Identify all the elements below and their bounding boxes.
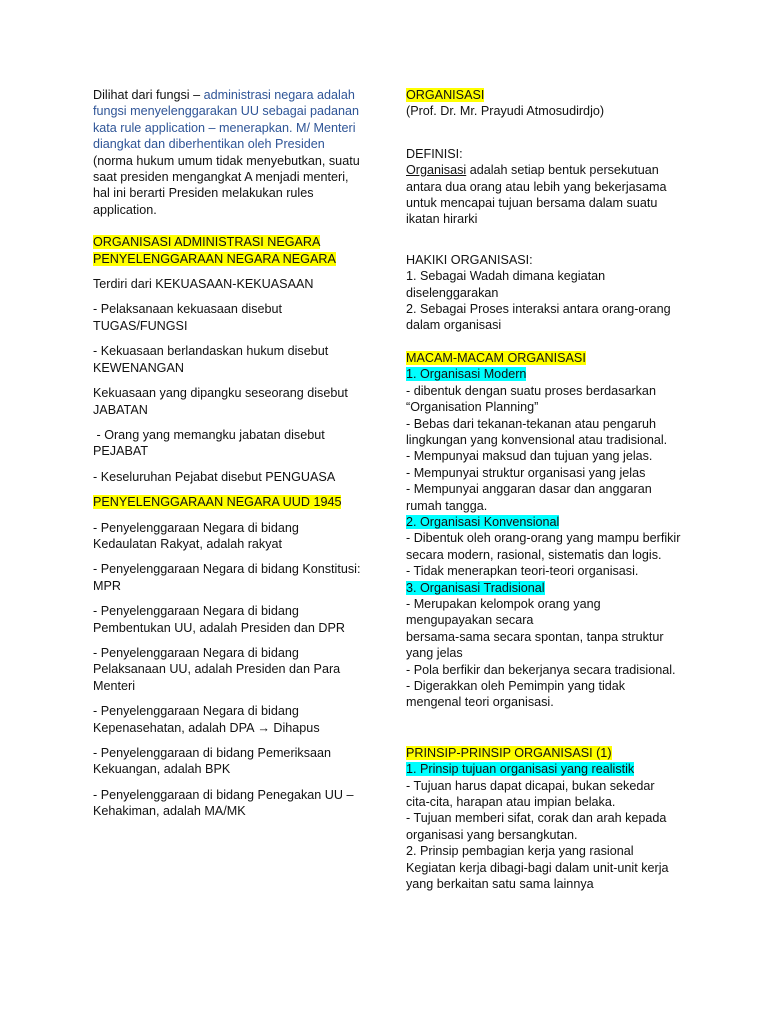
subheading-tradisional (406, 580, 681, 596)
subheading-modern (406, 366, 681, 382)
left-paragraph: - Orang yang memangku jabatan disebut PEJABAT (93, 427, 329, 459)
left-paragraph: - Kekuasaan berlandaskan hukum disebut KEWENANGAN (93, 344, 329, 375)
list-item: - Pola berfikir dan bekerjanya secara tradisional. (406, 662, 676, 677)
definisi-label: DEFINISI: (406, 146, 463, 161)
hakiki-item: 1. Sebagai Wadah dimana kegiatan diselenggarakan (406, 269, 606, 300)
list-item: - Digerakkan oleh Pemimpin yang tidak mengenal teori organisasi. (406, 679, 626, 710)
heading-text: PENYELENGGARAAN NEGARA UUD 1945 (93, 495, 342, 510)
list-item: - Tujuan memberi sifat, corak dan arah kepada organisasi yang bersangkutan. (406, 811, 667, 842)
definisi-body: adalah setiap bentuk persekutuan antara dua orang atau lebih yang bekerjasama untuk mencapai tujuan bersama dalam suatu ikatan hirarki (406, 163, 667, 227)
definisi-text (406, 162, 681, 228)
subheading-konvensional (406, 514, 681, 530)
heading-line-2: PENYELENGGARAAN NEGARA NEGARA (93, 251, 336, 266)
intro-lead: Dilihat dari fungsi – (93, 88, 201, 102)
left-paragraph: - Penyelenggaraan Negara di bidang Kepenasehatan, adalah DPA → Dihapus (93, 704, 320, 735)
heading-organisasi-administrasi (93, 234, 365, 267)
left-paragraph: - Keseluruhan Pejabat disebut PENGUASA (93, 469, 336, 484)
left-paragraph: - Penyelenggaraan Negara di bidang Kedaulatan Rakyat, adalah rakyat (93, 520, 299, 551)
list-item: - Dibentuk oleh orang-orang yang mampu berfikir secara modern, rasional, sistematis dan logis. (406, 531, 681, 562)
subheading-text: 2. Organisasi Konvensional (406, 514, 560, 529)
list-item: bersama-sama secara spontan, tanpa struktur yang jelas (406, 629, 664, 661)
author-line: (Prof. Dr. Mr. Prayudi Atmosudirdjo) (406, 104, 605, 119)
heading-text: PRINSIP-PRINSIP ORGANISASI (1) (406, 745, 612, 760)
intro-paragraph (93, 87, 365, 218)
heading-macam-organisasi (406, 350, 681, 366)
left-paragraph: - Penyelenggaraan Negara di bidang Pelaksanaan UU, adalah Presiden dan Para Menteri (93, 645, 341, 693)
list-item: - Bebas dari tekanan-tekanan atau pengaruh lingkungan yang konvensional atau tradisional. (406, 416, 668, 447)
hakiki-label: HAKIKI ORGANISASI: (406, 252, 533, 267)
heading-text: ORGANISASI (406, 88, 485, 102)
left-paragraph: - Penyelenggaraan Negara di bidang Konstitusi: MPR (93, 562, 361, 593)
definisi-term: Organisasi (406, 163, 467, 178)
heading-penyelenggaraan-negara (93, 494, 365, 510)
list-item: 2. Prinsip pembagian kerja yang rasional (406, 844, 634, 859)
list-item: - Mempunyai struktur organisasi yang jelas (406, 465, 646, 480)
list-item: - Tidak menerapkan teori-teori organisasi. (406, 564, 639, 579)
hakiki-item: 2. Sebagai Proses interaksi antara orang-orang dalam organisasi (406, 302, 671, 333)
list-item: - Mempunyai anggaran dasar dan anggaran rumah tangga. (406, 482, 652, 513)
left-paragraph: - Penyelenggaraan Negara di bidang Pembentukan UU, adalah Presiden dan DPR (93, 604, 346, 635)
subheading-text: 1. Organisasi Modern (406, 367, 527, 382)
subheading-text: 3. Organisasi Tradisional (406, 580, 545, 595)
list-item: Kegiatan kerja dibagi-bagi dalam unit-unit kerja yang berkaitan satu sama lainnya (406, 860, 669, 892)
intro-rest: (norma hukum umum tidak menyebutkan, suatu saat presiden mengangkat A menjadi menteri, hal ini berarti Presiden melakukan rules application. (93, 153, 360, 217)
left-paragraph: Kekuasaan yang dipangku seseorang disebut JABATAN (93, 386, 348, 417)
intro-blue-text: administrasi negara adalah fungsi menyelenggarakan UU sebagai padanan kata rule application – menerapkan. M/ Menteri diangkat dan diberhentikan oleh Presiden (93, 88, 360, 152)
heading-prinsip-organisasi (406, 745, 681, 761)
subheading-prinsip-1 (406, 761, 681, 777)
heading-text: MACAM-MACAM ORGANISASI (406, 350, 586, 365)
left-column (93, 87, 365, 820)
subheading-text: 1. Prinsip tujuan organisasi yang realistik (406, 762, 635, 777)
heading-organisasi (406, 87, 681, 103)
list-item: - Tujuan harus dapat dicapai, bukan sekedar cita-cita, harapan atau impian belaka. (406, 778, 655, 810)
list-item: - Merupakan kelompok orang yang mengupayakan secara (406, 596, 601, 628)
left-paragraph: Terdiri dari KEKUASAAN-KEKUASAAN (93, 277, 314, 292)
heading-line-1: ORGANISASI ADMINISTRASI NEGARA (93, 235, 321, 250)
left-paragraph: - Penyelenggaraan di bidang Pemeriksaan Kekuangan, adalah BPK (93, 746, 332, 777)
left-paragraph: - Pelaksanaan kekuasaan disebut TUGAS/FUNGSI (93, 302, 283, 333)
list-item: - dibentuk dengan suatu proses berdasarkan “Organisation Planning” (406, 383, 656, 415)
right-column (406, 87, 681, 892)
left-paragraph: - Penyelenggaraan di bidang Penegakan UU – Kehakiman, adalah MA/MK (93, 787, 354, 819)
list-item: - Mempunyai maksud dan tujuan yang jelas. (406, 449, 653, 464)
